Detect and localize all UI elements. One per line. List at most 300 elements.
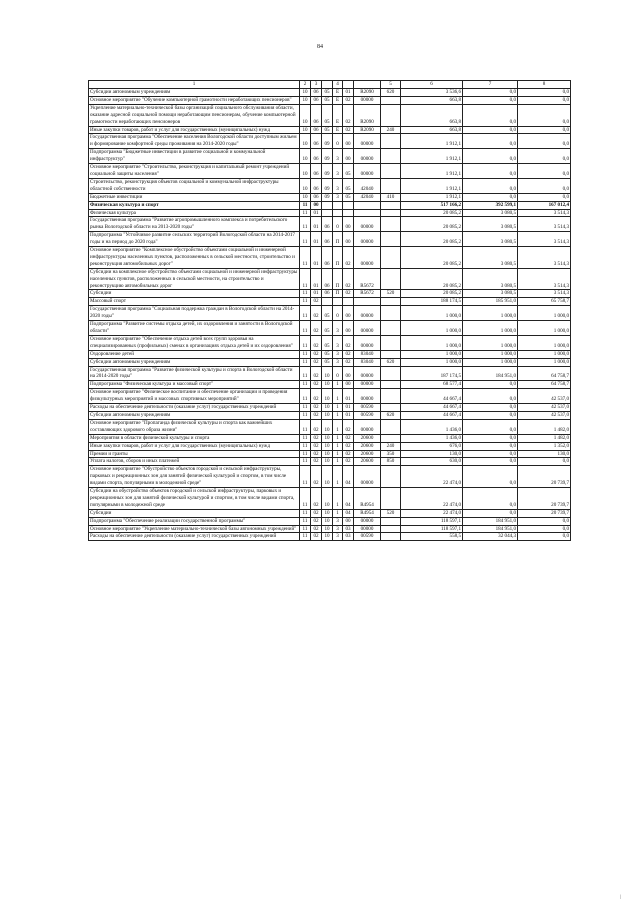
table-row <box>89 404 571 412</box>
column-header <box>343 81 354 89</box>
table-row <box>89 358 571 366</box>
section-code: 11 <box>300 419 311 434</box>
event-code: 02 <box>343 126 354 134</box>
amount-year-1: 663,8 <box>401 126 463 134</box>
expense-type-code <box>381 178 401 193</box>
amount-year-3: 3 514,3 <box>518 247 571 269</box>
amount-year-2: 0,0 <box>463 164 518 179</box>
section-code: 11 <box>300 509 311 517</box>
row-name: Основное мероприятие "Обучение компьютерной грамотности неработающих пенсионеров" <box>89 96 300 104</box>
event-code: 05 <box>343 193 354 201</box>
program-code: 06 <box>322 268 333 290</box>
program-code <box>322 201 333 209</box>
event-code: 00 <box>343 366 354 381</box>
column-header: 1 <box>89 81 300 89</box>
amount-year-1: 1 912,1 <box>401 149 463 164</box>
expense-type-code <box>381 209 401 217</box>
amount-year-2: 184 951,0 <box>463 525 518 533</box>
subprogram-code: 0 <box>333 134 343 149</box>
program-code: 10 <box>322 450 333 458</box>
event-code: 02 <box>343 450 354 458</box>
program-code: 10 <box>322 411 333 419</box>
row-name: Основное мероприятие "Укрепление материально-технической базы автономных учреждений" <box>89 525 300 533</box>
table-row <box>89 201 571 209</box>
amount-year-2: 3 080,5 <box>463 209 518 217</box>
amount-year-3: 0,0 <box>518 164 571 179</box>
amount-year-3: 3 514,3 <box>518 209 571 217</box>
subsection-code: 06 <box>311 104 322 126</box>
section-code: 11 <box>300 411 311 419</box>
row-name: Мероприятия в области физической культуры и спорта <box>89 434 300 442</box>
section-code: 11 <box>300 201 311 209</box>
table-row <box>89 96 571 104</box>
amount-year-1: 676,0 <box>401 442 463 450</box>
program-code: 05 <box>322 321 333 336</box>
expense-type-code <box>381 217 401 232</box>
subprogram-code: 1 <box>333 381 343 389</box>
amount-year-1: 1 912,1 <box>401 178 463 193</box>
subprogram-code: 1 <box>333 466 343 488</box>
row-name: Физическая культура <box>89 209 300 217</box>
direction-code: 42040 <box>354 178 381 193</box>
amount-year-1: 20 085,2 <box>401 217 463 232</box>
subprogram-code: Е <box>333 89 343 97</box>
event-code: 05 <box>343 178 354 193</box>
row-name: Основное мероприятие "Физическое воспитание и обеспечение организации и проведения физкультурных мероприятий и массовых спортивных мероприятий" <box>89 389 300 404</box>
amount-year-3: 3 514,3 <box>518 290 571 298</box>
subprogram-code: П <box>333 247 343 269</box>
row-name: Основное мероприятие "Обеспечение отдыха детей всех групп здоровья на специализированных (профильных) сменах в организациях отдыха детей и их оздоровления" <box>89 335 300 350</box>
amount-year-2: 32 044,3 <box>463 533 518 541</box>
amount-year-1: 630,0 <box>401 458 463 466</box>
subsection-code: 02 <box>311 358 322 366</box>
row-name: Массовый спорт <box>89 298 300 306</box>
section-code: 11 <box>300 458 311 466</box>
amount-year-1: 187 174,5 <box>401 366 463 381</box>
section-code: 10 <box>300 104 311 126</box>
subsection-code: 02 <box>311 366 322 381</box>
direction-code: 00000 <box>354 232 381 247</box>
subsection-code: 02 <box>311 298 322 306</box>
amount-year-2: 0,0 <box>463 450 518 458</box>
amount-year-3: 167 012,4 <box>518 201 571 209</box>
subsection-code: 02 <box>311 350 322 358</box>
event-code: 02 <box>343 358 354 366</box>
row-name: Субсидии автономным учреждениям <box>89 358 300 366</box>
section-code: 11 <box>300 533 311 541</box>
program-code: 05 <box>322 96 333 104</box>
expense-type-code <box>381 419 401 434</box>
expense-type-code <box>381 404 401 412</box>
expense-type-code <box>381 350 401 358</box>
table-row <box>89 419 571 434</box>
program-code: 05 <box>322 104 333 126</box>
direction-code: 00000 <box>354 517 381 525</box>
program-code: 10 <box>322 389 333 404</box>
row-name: Премии и гранты <box>89 450 300 458</box>
column-header: 5 <box>381 81 401 89</box>
subsection-code: 01 <box>311 217 322 232</box>
amount-year-3: 1 352,0 <box>518 442 571 450</box>
subprogram-code: 1 <box>333 411 343 419</box>
program-code: 05 <box>322 306 333 321</box>
subprogram-code: 3 <box>333 350 343 358</box>
amount-year-2: 0,0 <box>463 434 518 442</box>
amount-year-3: 3 514,3 <box>518 232 571 247</box>
direction-code: 20600 <box>354 450 381 458</box>
subprogram-code: 3 <box>333 533 343 541</box>
expense-type-code <box>381 298 401 306</box>
program-code: 06 <box>322 217 333 232</box>
expense-type-code <box>381 335 401 350</box>
direction-code: R5672 <box>354 290 381 298</box>
subsection-code: 06 <box>311 149 322 164</box>
amount-year-1: 118 597,1 <box>401 517 463 525</box>
subsection-code: 02 <box>311 321 322 336</box>
expense-type-code: 240 <box>381 126 401 134</box>
section-code: 11 <box>300 290 311 298</box>
event-code: 02 <box>343 350 354 358</box>
amount-year-3: 0,0 <box>518 193 571 201</box>
program-code <box>322 209 333 217</box>
event-code: 00 <box>343 217 354 232</box>
direction-code: 42040 <box>354 193 381 201</box>
program-code: 10 <box>322 434 333 442</box>
amount-year-3: 0,0 <box>518 126 571 134</box>
event-code: 04 <box>343 509 354 517</box>
amount-year-1: 188 174,5 <box>401 298 463 306</box>
expense-type-code <box>381 247 401 269</box>
event-code: 03 <box>343 525 354 533</box>
column-header: 2 <box>300 81 311 89</box>
column-header: 8 <box>518 81 571 89</box>
subsection-code: 01 <box>311 268 322 290</box>
subsection-code: 06 <box>311 164 322 179</box>
table-row <box>89 149 571 164</box>
amount-year-2: 0,0 <box>463 96 518 104</box>
table-row <box>89 509 571 517</box>
event-code: 00 <box>343 149 354 164</box>
section-code: 11 <box>300 517 311 525</box>
section-code: 11 <box>300 358 311 366</box>
amount-year-3: 65 758,7 <box>518 298 571 306</box>
event-code: 02 <box>343 434 354 442</box>
program-code: 10 <box>322 466 333 488</box>
section-code: 11 <box>300 209 311 217</box>
amount-year-3: 64 758,7 <box>518 381 571 389</box>
program-code: 05 <box>322 89 333 97</box>
direction-code <box>354 298 381 306</box>
amount-year-3: 1 000,0 <box>518 358 571 366</box>
row-name: Подпрограмма "Бюджетные инвестиции в развитие социальной и коммунальной инфраструктур" <box>89 149 300 164</box>
subprogram-code: 1 <box>333 389 343 404</box>
amount-year-2: 3 080,5 <box>463 268 518 290</box>
expense-type-code: 520 <box>381 290 401 298</box>
expense-type-code <box>381 466 401 488</box>
direction-code: 20600 <box>354 442 381 450</box>
subprogram-code <box>333 201 343 209</box>
event-code: 00 <box>343 517 354 525</box>
expense-type-code <box>381 533 401 541</box>
subsection-code: 02 <box>311 466 322 488</box>
amount-year-3: 42 537,0 <box>518 389 571 404</box>
amount-year-2: 0,0 <box>463 126 518 134</box>
direction-code: 00590 <box>354 533 381 541</box>
program-code: 10 <box>322 458 333 466</box>
amount-year-3: 1 000,0 <box>518 306 571 321</box>
direction-code: 00000 <box>354 335 381 350</box>
subsection-code: 06 <box>311 96 322 104</box>
program-code: 09 <box>322 149 333 164</box>
amount-year-1: 44 667,4 <box>401 411 463 419</box>
subsection-code: 06 <box>311 193 322 201</box>
table-row <box>89 335 571 350</box>
event-code: 01 <box>343 389 354 404</box>
section-code: 11 <box>300 466 311 488</box>
amount-year-1: 130,0 <box>401 450 463 458</box>
direction-code: 00000 <box>354 149 381 164</box>
program-code: 10 <box>322 404 333 412</box>
subsection-code: 01 <box>311 290 322 298</box>
program-code: 10 <box>322 525 333 533</box>
direction-code: 00000 <box>354 366 381 381</box>
subprogram-code: 1 <box>333 509 343 517</box>
amount-year-3: 0,0 <box>518 517 571 525</box>
section-code: 10 <box>300 164 311 179</box>
section-code: 10 <box>300 149 311 164</box>
row-name: Основное мероприятие "Комплексное обустройство объектами социальной и инженерной инфраструктуры населенных пунктов, расположенных в сельской местности, строительство и реконструкция автомобильных дорог" <box>89 247 300 269</box>
amount-year-2: 0,0 <box>463 466 518 488</box>
section-code: 11 <box>300 442 311 450</box>
program-code: 10 <box>322 533 333 541</box>
column-header <box>322 81 333 89</box>
event-code: 04 <box>343 466 354 488</box>
event-code: 00 <box>343 232 354 247</box>
direction-code: 00000 <box>354 321 381 336</box>
expense-type-code: 620 <box>381 89 401 97</box>
subsection-code: 02 <box>311 335 322 350</box>
amount-year-2: 3 080,5 <box>463 232 518 247</box>
subsection-code: 01 <box>311 232 322 247</box>
section-code: 11 <box>300 366 311 381</box>
row-name: Иные закупки товаров, работ и услуг для государственных (муниципальных) нужд <box>89 442 300 450</box>
amount-year-3: 0,0 <box>518 458 571 466</box>
amount-year-3: 130,0 <box>518 450 571 458</box>
amount-year-1: 1 000,0 <box>401 306 463 321</box>
expense-type-code <box>381 149 401 164</box>
row-name: Расходы на обеспечение деятельности (оказание услуг) государственных учреждений <box>89 533 300 541</box>
expense-type-code <box>381 488 401 510</box>
table-row <box>89 466 571 488</box>
row-name: Субсидии автономным учреждениям <box>89 89 300 97</box>
amount-year-2: 3 080,5 <box>463 247 518 269</box>
amount-year-1: 20 085,2 <box>401 268 463 290</box>
amount-year-2: 3 080,5 <box>463 290 518 298</box>
program-code: 10 <box>322 381 333 389</box>
amount-year-3: 20 739,7 <box>518 488 571 510</box>
expense-type-code <box>381 525 401 533</box>
amount-year-3: 42 537,0 <box>518 404 571 412</box>
subprogram-code: Е <box>333 96 343 104</box>
amount-year-3: 3 514,3 <box>518 217 571 232</box>
amount-year-3: 0,0 <box>518 525 571 533</box>
program-code: 06 <box>322 290 333 298</box>
row-name: Физическая культура и спорт <box>89 201 300 209</box>
subsection-code: 02 <box>311 404 322 412</box>
direction-code: 00590 <box>354 411 381 419</box>
table-row <box>89 434 571 442</box>
amount-year-2: 184 951,0 <box>463 366 518 381</box>
section-code: 11 <box>300 247 311 269</box>
event-code: 02 <box>343 290 354 298</box>
amount-year-2: 0,0 <box>463 134 518 149</box>
section-code: 11 <box>300 232 311 247</box>
amount-year-1: 44 667,4 <box>401 389 463 404</box>
direction-code: 83040 <box>354 358 381 366</box>
subprogram-code: 0 <box>333 366 343 381</box>
amount-year-3: 0,0 <box>518 149 571 164</box>
subsection-code: 02 <box>311 306 322 321</box>
amount-year-2: 185 951,0 <box>463 298 518 306</box>
row-name: Субсидии <box>89 509 300 517</box>
expense-type-code <box>381 268 401 290</box>
amount-year-3: 0,0 <box>518 134 571 149</box>
amount-year-1: 1 000,0 <box>401 358 463 366</box>
section-code: 11 <box>300 381 311 389</box>
amount-year-1: 22 474,0 <box>401 466 463 488</box>
amount-year-2: 0,0 <box>463 509 518 517</box>
row-name: Подпрограмма "Обеспечение реализации государственной программы" <box>89 517 300 525</box>
row-name: Основное мероприятие "Пропаганда физической культуры и спорта как важнейших составляющих здорового образа жизни" <box>89 419 300 434</box>
amount-year-2: 1 000,0 <box>463 335 518 350</box>
event-code: 01 <box>343 411 354 419</box>
row-name: Субсидии автономным учреждениям <box>89 411 300 419</box>
column-header: 3 <box>311 81 322 89</box>
amount-year-3: 1 000,0 <box>518 350 571 358</box>
amount-year-1: 3 536,6 <box>401 89 463 97</box>
table-row <box>89 321 571 336</box>
amount-year-3: 20 739,7 <box>518 466 571 488</box>
amount-year-2: 1 000,0 <box>463 321 518 336</box>
amount-year-1: 44 667,4 <box>401 404 463 412</box>
amount-year-3: 0,0 <box>518 104 571 126</box>
amount-year-3: 0,0 <box>518 89 571 97</box>
table-row <box>89 134 571 149</box>
amount-year-1: 517 166,2 <box>401 201 463 209</box>
section-code: 11 <box>300 434 311 442</box>
subprogram-code: Е <box>333 126 343 134</box>
section-code: 11 <box>300 389 311 404</box>
subsection-code: 06 <box>311 178 322 193</box>
table-row <box>89 89 571 97</box>
section-code: 11 <box>300 217 311 232</box>
event-code <box>343 201 354 209</box>
amount-year-1: 558,5 <box>401 533 463 541</box>
amount-year-2: 392 599,1 <box>463 201 518 209</box>
program-code: 05 <box>322 358 333 366</box>
amount-year-2: 0,0 <box>463 381 518 389</box>
table-row <box>89 488 571 510</box>
subprogram-code: 1 <box>333 458 343 466</box>
subprogram-code: 3 <box>333 517 343 525</box>
section-code: 11 <box>300 525 311 533</box>
subsection-code: 02 <box>311 450 322 458</box>
expense-type-code: 410 <box>381 193 401 201</box>
subsection-code: 02 <box>311 517 322 525</box>
amount-year-3: 1 482,0 <box>518 434 571 442</box>
direction-code: R5672 <box>354 268 381 290</box>
table-row <box>89 381 571 389</box>
direction-code: 20600 <box>354 434 381 442</box>
page-corner-mark: | <box>620 895 622 900</box>
table-row <box>89 389 571 404</box>
event-code: 02 <box>343 247 354 269</box>
row-name: Укрепление материально-технической базы организаций социального обслуживания области, оказание адресной социальной помощи неработающим пенсионерам, обучение компьютерной грамотности неработающих пенсионеров <box>89 104 300 126</box>
direction-code: 00000 <box>354 389 381 404</box>
table-row <box>89 178 571 193</box>
amount-year-1: 118 597,1 <box>401 525 463 533</box>
direction-code: 00000 <box>354 419 381 434</box>
table-row <box>89 458 571 466</box>
program-code: 05 <box>322 126 333 134</box>
program-code: 06 <box>322 232 333 247</box>
amount-year-2: 0,0 <box>463 149 518 164</box>
subsection-code: 02 <box>311 525 322 533</box>
expense-type-code <box>381 306 401 321</box>
amount-year-1: 22 474,0 <box>401 509 463 517</box>
subprogram-code: 3 <box>333 193 343 201</box>
direction-code: 00000 <box>354 134 381 149</box>
subsection-code: 02 <box>311 442 322 450</box>
event-code: 03 <box>343 533 354 541</box>
subprogram-code: 0 <box>333 306 343 321</box>
subprogram-code: П <box>333 268 343 290</box>
amount-year-1: 1 912,1 <box>401 164 463 179</box>
row-name: Строительство, реконструкция объектов социальной и коммунальной инфраструктуры областной собственности <box>89 178 300 193</box>
row-name: Уплата налогов, сборов и иных платежей <box>89 458 300 466</box>
subsection-code: 02 <box>311 509 322 517</box>
row-name: Государственная программа "Социальная поддержка граждан в Вологодской области на 2014-2020 годы" <box>89 306 300 321</box>
direction-code: R4954 <box>354 509 381 517</box>
event-code: 02 <box>343 442 354 450</box>
subprogram-code <box>333 209 343 217</box>
amount-year-2: 1 000,0 <box>463 350 518 358</box>
subprogram-code: 3 <box>333 178 343 193</box>
table-row <box>89 290 571 298</box>
amount-year-1: 1 436,0 <box>401 434 463 442</box>
subprogram-code: 3 <box>333 149 343 164</box>
expense-type-code <box>381 434 401 442</box>
event-code: 02 <box>343 335 354 350</box>
program-code: 10 <box>322 488 333 510</box>
amount-year-2: 0,0 <box>463 442 518 450</box>
event-code <box>343 209 354 217</box>
subsection-code: 02 <box>311 419 322 434</box>
amount-year-3: 0,0 <box>518 96 571 104</box>
column-header: 4 <box>333 81 343 89</box>
amount-year-1: 20 085,2 <box>401 232 463 247</box>
row-name: Подпрограмма "Развитие системы отдыха детей, их оздоровления и занятости в Вологодской области" <box>89 321 300 336</box>
table-row <box>89 298 571 306</box>
table-row <box>89 350 571 358</box>
program-code: 10 <box>322 366 333 381</box>
budget-table <box>88 80 571 541</box>
subprogram-code: 3 <box>333 321 343 336</box>
direction-code: 20600 <box>354 458 381 466</box>
subsection-code: 01 <box>311 209 322 217</box>
amount-year-1: 20 085,2 <box>401 209 463 217</box>
amount-year-3: 3 514,3 <box>518 268 571 290</box>
